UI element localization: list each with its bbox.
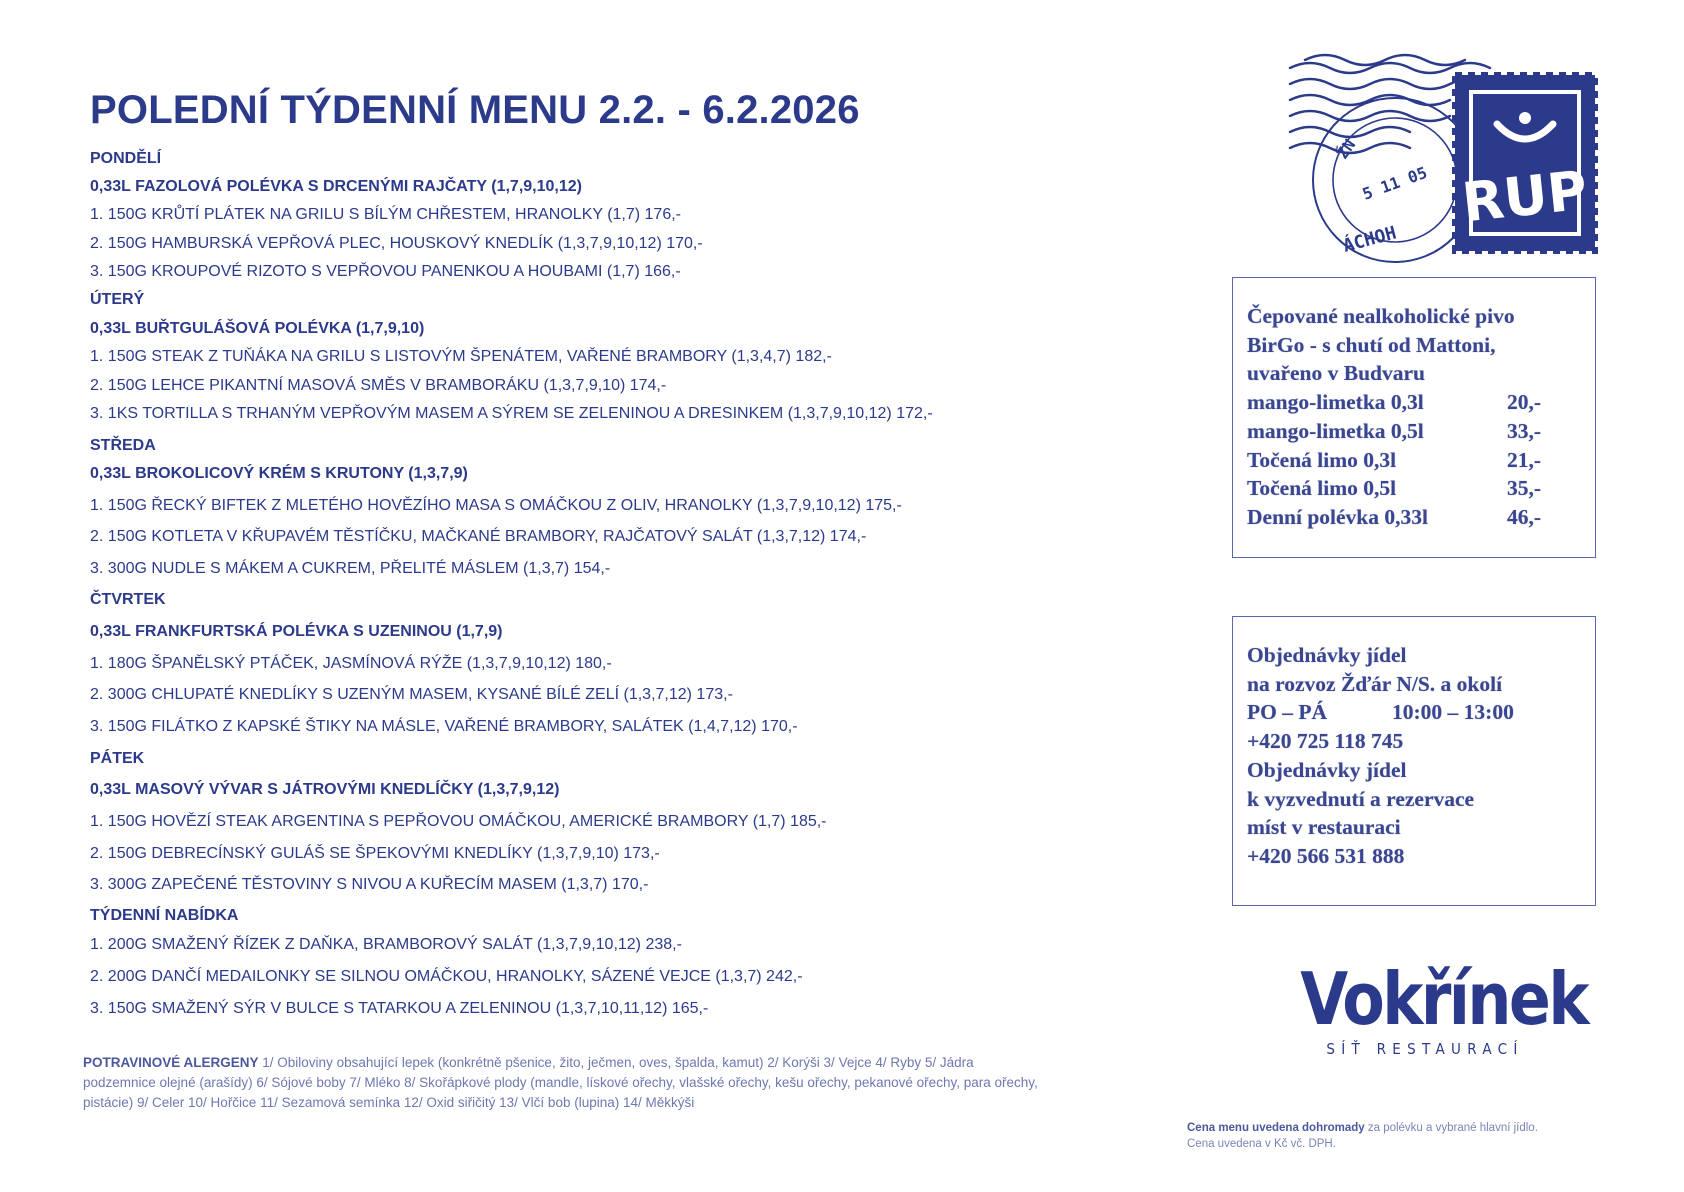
logo	[1280, 957, 1587, 1080]
orders-line: míst v restauraci	[1247, 815, 1401, 840]
drink-row	[1247, 474, 1541, 503]
menu-item: 3. 1KS TORTILLA S TRHANÝM VEPŘOVÝM MASEM A SÝREM SE ZELENINOU A DRESINKEM (1,3,7,9,10,12) 172,-	[90, 405, 933, 422]
drinks-intro-line: BirGo - s chutí od Mattoni,	[1247, 332, 1496, 357]
drink-row	[1247, 503, 1541, 532]
postmark-place: ÁCHOH	[1340, 222, 1399, 257]
soup-line: 0,33L FAZOLOVÁ POLÉVKA S DRCENÝMI RAJČATY (1,7,9,10,12)	[90, 178, 582, 195]
menu-item: 1. 180G ŠPANĚLSKÝ PTÁČEK, JASMÍNOVÁ RÝŽE (1,3,7,9,10,12) 180,-	[90, 655, 612, 672]
drink-row	[1247, 417, 1541, 446]
menu-item: 3. 150G SMAŽENÝ SÝR V BULCE S TATARKOU A ZELENINOU (1,3,7,10,11,12) 165,-	[90, 1000, 709, 1017]
postage-stamp-icon	[1285, 40, 1615, 270]
phone-delivery: +420 725 118 745	[1247, 729, 1404, 754]
postmark-text: ŽN	[1332, 135, 1360, 163]
menu-item: 3. 300G ZAPEČENÉ TĚSTOVINY S NIVOU A KUŘECÍM MASEM (1,3,7) 170,-	[90, 876, 649, 893]
menu-item: 2. 150G KOTLETA V KŘUPAVÉM TĚSTÍČKU, MAČKANÉ BRAMBORY, RAJČATOVÝ SALÁT (1,3,7,12) 174,-	[90, 528, 867, 545]
allergens-note	[83, 1053, 1043, 1113]
drinks-intro-line: Čepované nealkoholické pivo	[1247, 304, 1515, 328]
menu-item: 3. 150G KROUPOVÉ RIZOTO S VEPŘOVOU PANENKOU A HOUBAMI (1,7) 166,-	[90, 263, 681, 280]
drink-label: Točená limo 0,5l	[1247, 476, 1397, 501]
price-note-line2: Cena uvedena v Kč vč. DPH.	[1187, 1138, 1336, 1150]
drink-price: 20,-	[1507, 390, 1542, 415]
menu-item: 2. 300G CHLUPATÉ KNEDLÍKY S UZENÝM MASEM, KYSANÉ BÍLÉ ZELÍ (1,3,7,12) 173,-	[90, 686, 733, 703]
soup-line: 0,33L FRANKFURTSKÁ POLÉVKA S UZENINOU (1,7,9)	[90, 623, 503, 640]
orders-line: k vyzvednutí a rezervace	[1247, 786, 1475, 811]
menu-item: 2. 200G DANČÍ MEDAILONKY SE SILNOU OMÁČKOU, HRANOLKY, SÁZENÉ VEJCE (1,3,7) 242,-	[90, 968, 803, 985]
day-heading: ÚTERÝ	[90, 291, 145, 308]
menu-item: 2. 150G LEHCE PIKANTNÍ MASOVÁ SMĚS V BRAMBORÁKU (1,3,7,9,10) 174,-	[90, 377, 667, 394]
day-heading: ČTVRTEK	[90, 591, 166, 608]
allergens-heading: POTRAVINOVÉ ALERGENY	[83, 1055, 259, 1070]
drink-row	[1247, 446, 1541, 475]
drinks-box	[1232, 277, 1596, 558]
soup-line: 0,33L BUŘTGULÁŠOVÁ POLÉVKA (1,7,9,10)	[90, 320, 425, 337]
drink-price: 35,-	[1507, 476, 1542, 501]
postmark-date: 5 11 05	[1359, 162, 1430, 204]
logo-name: Vokřínek	[1300, 957, 1587, 1041]
price-note-bold: Cena menu uvedena dohromady	[1187, 1122, 1365, 1134]
soup-line: 0,33L MASOVÝ VÝVAR S JÁTROVÝMI KNEDLÍČKY (1,3,7,9,12)	[90, 781, 560, 798]
drink-label: Točená limo 0,3l	[1247, 447, 1397, 472]
drink-price: 46,-	[1507, 504, 1542, 529]
opening-hours	[1247, 698, 1514, 727]
drink-price: 33,-	[1507, 418, 1542, 443]
orders-line: na rozvoz Žďár N/S. a okolí	[1247, 671, 1503, 696]
day-heading: PONDĚLÍ	[90, 150, 162, 167]
drink-label: Denní polévka 0,33l	[1247, 504, 1428, 529]
drinks-intro-line: uvařeno v Budvaru	[1247, 361, 1426, 386]
phone-restaurant: +420 566 531 888	[1247, 843, 1405, 868]
menu-item: 2. 150G DEBRECÍNSKÝ GULÁŠ SE ŠPEKOVÝMI KNEDLÍKY (1,3,7,9,10) 173,-	[90, 845, 660, 862]
allergens-text: 1/ Obiloviny obsahující lepek (konkrétně pšenice, žito, ječmen, oves, špalda, kamut) 2/ Korýši 3/ Vejce 4/ Ryby 5/ Jádra podzemnice olejné (arašídy) 6/ Sójové boby 7/ Mléko 8/ Skořápkové plody (mandle, lískové ořechy, vlašské ořechy, kešu ořechy, pekanové ořechy, para ořechy, pistácie) 9/ Celer 10/ Hořčice 11/ Sezamová semínka 12/ Oxid siřičitý 13/ Vlčí bob (lupina) 14/ Měkkýši	[83, 1055, 1038, 1110]
menu-item: 3. 150G FILÁTKO Z KAPSKÉ ŠTIKY NA MÁSLE, VAŘENÉ BRAMBORY, SALÁTEK (1,4,7,12) 170,-	[90, 718, 798, 735]
menu-item: 1. 150G HOVĚZÍ STEAK ARGENTINA S PEPŘOVOU OMÁČKOU, AMERICKÉ BRAMBORY (1,7) 185,-	[90, 813, 827, 830]
drink-label: mango-limetka 0,3l	[1247, 390, 1424, 415]
price-note	[1187, 1120, 1607, 1152]
soup-line: 0,33L BROKOLICOVÝ KRÉM S KRUTONY (1,3,7,9)	[90, 465, 468, 482]
menu-item: 1. 150G STEAK Z TUŇÁKA NA GRILU S LISTOVÝM ŠPENÁTEM, VAŘENÉ BRAMBORY (1,3,4,7) 182,-	[90, 348, 832, 365]
day-heading: PÁTEK	[90, 750, 145, 767]
hours-label: PO – PÁ	[1247, 700, 1328, 725]
menu-item: 1. 150G KRŮTÍ PLÁTEK NA GRILU S BÍLÝM CHŘESTEM, HRANOLKY (1,7) 176,-	[90, 206, 681, 223]
orders-line: Objednávky jídel	[1247, 643, 1407, 667]
drink-price: 21,-	[1507, 447, 1542, 472]
hours-value: 10:00 – 13:00	[1392, 700, 1514, 725]
drink-row	[1247, 388, 1541, 417]
day-heading: TÝDENNÍ NABÍDKA	[90, 907, 239, 924]
price-note-rest: za polévku a vybrané hlavní jídlo.	[1364, 1122, 1538, 1134]
menu-item: 1. 150G ŘECKÝ BIFTEK Z MLETÉHO HOVĚZÍHO MASA S OMÁČKOU Z OLIV, HRANOLKY (1,3,7,9,10,12) 175,-	[90, 497, 902, 514]
drink-label: mango-limetka 0,5l	[1247, 418, 1424, 443]
logo-subtitle: SÍŤ RESTAURACÍ	[1326, 1040, 1524, 1058]
day-heading: STŘEDA	[90, 437, 156, 454]
menu-item: 2. 150G HAMBURSKÁ VEPŘOVÁ PLEC, HOUSKOVÝ KNEDLÍK (1,3,7,9,10,12) 170,-	[90, 235, 703, 252]
page-title: POLEDNÍ TÝDENNÍ MENU 2.2. - 6.2.2026	[90, 88, 860, 132]
orders-line: Objednávky jídel	[1247, 757, 1407, 782]
menu-item: 3. 300G NUDLE S MÁKEM A CUKREM, PŘELITÉ MÁSLEM (1,3,7) 154,-	[90, 560, 611, 577]
orders-box	[1232, 616, 1596, 906]
menu-item: 1. 200G SMAŽENÝ ŘÍZEK Z DAŇKA, BRAMBOROVÝ SALÁT (1,3,7,9,10,12) 238,-	[90, 936, 682, 953]
stamp-label: RUP	[1459, 158, 1591, 235]
